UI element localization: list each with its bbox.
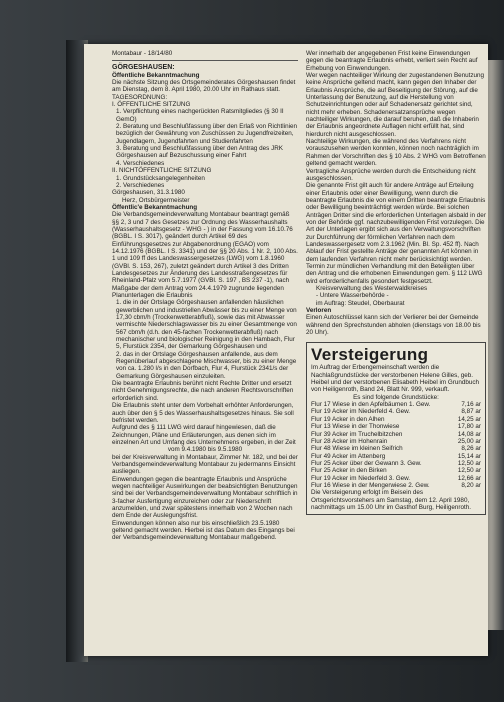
continued-paragraph: Wer innerhalb der angegebenen Frist keine Einwendungen gegen die beantragte Erlaubnis erhebt, verliert sein Recht auf Erhebung von Einwendungen. bbox=[306, 50, 478, 72]
agenda-item: 1. Verpflichtung eines nachgerückten Ratsmitgliedes (§ 30 II GemO) bbox=[116, 108, 284, 123]
header-rule bbox=[112, 60, 298, 61]
parcel-row bbox=[311, 467, 481, 474]
parcel-description: Flur 25 Acker in den Birken bbox=[311, 467, 387, 475]
parcel-area: 8,87 ar bbox=[461, 408, 481, 416]
notice-title: Öffentliche Bekanntmachung bbox=[112, 71, 200, 79]
second-notice-intro: Die Verbandsgemeindeverwaltung Montabaur beantragt gemäß §§ 2, 3 und 7 des Gesetzes zur Ordnung des Wasserhaushalts (Wasserhaushaltsgesetz - WHG - ) in der Fassung vom 16.10.76 (BGBL. I S. 3017), geändert durch Artikel 69 des Einführungsgesetzes zur Abgabenordnung (EGAO) vom 14.12.1976 (BGBL. I S. 3341) und der §§ 20 Abs. 1 Nr. 2, 100 Abs. 1 und 109 ff des Landeswassergesetzes (LWG) vom 1.8.1960 (GVBl. S. 153, 267), zuletzt geändert durch Artikel 3 des Dritten Landesgesetzes zur Änderung des Landesstraßengesetzes für Rheinland-Pfalz vom 5.7.1977 (GVBl. S. 197 , BS 237 -1), nach Maßgabe der dem Antrag vom 24.4.1979 zugrunde liegenden Planunterlagen die Erlaubnis bbox=[112, 211, 298, 299]
parcel-area: 12,50 ar bbox=[457, 459, 481, 467]
second-notice-paragraph: Die Erlaubnis steht unter dem Vorbehalt erhöhter Anforderungen, auch über den § 5 des Wasserhaushaltsgesetzes hinaus. Sie soll befristet werden. bbox=[112, 402, 294, 424]
parcel-description: Flur 13 Wiese in der Thonwiese bbox=[311, 423, 400, 431]
parcel-row bbox=[311, 475, 481, 482]
parcel-description: Flur 28 Acker im Hohenrain bbox=[311, 437, 388, 445]
right-column bbox=[306, 50, 486, 515]
parcel-list bbox=[311, 401, 481, 489]
parcel-area: 17,80 ar bbox=[457, 423, 481, 431]
page-header: Montabaur - 18/14/80 bbox=[112, 50, 173, 57]
auction-intro: Im Auftrag der Erbengemeinschaft werden die Nachlaßgrundstücke der verstorbenen Helene Gilles, geb. Heibel und der verstorbenen Elisabeth Heibel im Grundbuch von Heiligenroth, Band 24, Blatt Nr. 999, verkauft. bbox=[311, 364, 480, 394]
second-notice-paragraph: Die beantragte Erlaubnis berührt nicht Rechte Dritter und ersetzt nicht Genehmigungsrechte, die nach anderen Rechtsvorschriften erforderlich sind. bbox=[112, 380, 294, 402]
private-session-title: II. NICHTÖFFENTLICHE SITZUNG bbox=[112, 167, 212, 175]
notice-text: Die nächste Sitzung des Ortsgemeinderates Görgeshausen findet am Dienstag, dem 8. April 1980, 20.00 Uhr im Rathaus statt. bbox=[112, 79, 296, 94]
parcel-row bbox=[311, 416, 481, 423]
agenda-item: 4. Verschiedenes bbox=[116, 159, 165, 167]
auction-subtitle: Es sind folgende Grundstücke: bbox=[353, 393, 439, 401]
agenda-item: 2. Beratung und Beschlußfassung über den Erlaß von Richtlinien bezüglich der Gewährung von Zuschüssen zu Jugendfreizeiten, Jugendlagern, Jugendfahrten und Studienfahrten bbox=[116, 123, 297, 145]
parcel-area: 7,16 ar bbox=[461, 401, 481, 409]
parcel-row bbox=[311, 445, 481, 452]
parcel-description: Flur 19 Acker im Niederfeld 4. Gew. bbox=[311, 408, 411, 416]
municipality-heading: GÖRGESHAUSEN: bbox=[112, 64, 175, 72]
parcel-area: 12,50 ar bbox=[457, 467, 481, 475]
parcel-description: Flur 19 Acker in den Alhen bbox=[311, 415, 385, 423]
auction-box bbox=[306, 342, 486, 515]
left-column bbox=[112, 50, 298, 542]
agenda-item: 2. Verschiedenes bbox=[116, 181, 165, 189]
parcel-description: Flur 19 Acker im Niederfeld 3. Gew. bbox=[311, 474, 411, 482]
parcel-area: 8,26 ar bbox=[461, 445, 481, 453]
parcel-row bbox=[311, 408, 481, 415]
parcel-row bbox=[311, 482, 481, 489]
authority-line: - Untere Wasserbehörde - bbox=[316, 292, 389, 300]
parcel-row bbox=[311, 401, 481, 408]
parcel-area: 14,25 ar bbox=[457, 415, 481, 423]
lost-text: Einen Autoschlüssel kann sich der Verlierer bei der Gemeinde während den Sprechstunden abholen (dienstags von 18.00 bis 20 Uhr). bbox=[306, 314, 481, 337]
parcel-area: 14,08 ar bbox=[457, 430, 481, 438]
continued-paragraph: Vertragliche Ansprüche werden durch die Entscheidung nicht ausgeschlossen. bbox=[306, 167, 476, 182]
authority-line: Kreisverwaltung des Westerwaldkreises bbox=[316, 285, 428, 292]
second-notice-paragraph: Einwendungen können also nur bis einschließlich 23.5.1980 geltend gemacht werden. Hierbei ist das Datum des Eingangs bei der Verbandsgemeindeverwaltung Montabaur maßgebend. bbox=[112, 519, 295, 542]
signature-name: Herz, Ortsbürgermeister bbox=[122, 196, 190, 204]
parcel-area: 12,66 ar bbox=[457, 474, 481, 482]
parcel-description: Flur 49 Acker im Attenberg bbox=[311, 452, 386, 460]
display-period: vom 9.4.1980 bis 9.5.1980 bbox=[167, 446, 243, 454]
continued-paragraph: Wer wegen nachteiliger Wirkung der zugestandenen Benutzung keine Ansprüche geltend macht, kann gegen den Inhaber der Erlaubnis Ansprüche, die auf Beseitigung der Störung, auf die Unterlassung der Benutzung, auf die Herstellung von Schutzeinrichtungen oder auf Schadenersatz gerichtet sind, nicht mehr erheben. Schadenersatzansprüche wegen nachteiliger Wirkungen, die darauf beruhen, daß die Inhaberin der Erlaubnis angeordnete Auflagen nicht erfüllt hat, sind hierdurch nicht ausgeschlossen. bbox=[306, 72, 485, 138]
parcel-description: Flur 39 Acker im Truchelbitzchen bbox=[311, 430, 403, 438]
parcel-description: Flur 17 Wiese in den Apfelbäumen 1. Gew. bbox=[311, 401, 431, 409]
parcel-area: 15,14 ar bbox=[457, 452, 481, 460]
parcel-description: Flur 16 Wiese in der Mengerwiese 2. Gew. bbox=[311, 481, 430, 489]
agenda-title: TAGESORDNUNG: bbox=[112, 93, 168, 101]
second-notice-paragraph: Einwendungen gegen die beantragte Erlaubnis und Ansprüche wegen nachteiliger Auswirkungen der beabsichtigten Benutzungen sind bei der Verbandsgemeindeverwaltung Montabaur schriftlich in 3-facher Ausfertigung einzureichen oder zur Niederschrift anzumelden, und zwar spätestens innerhalb von 2 Wochen nach dem Ende der Auslegungsfrist. bbox=[112, 475, 298, 520]
authority-line: im Auftrag: Steudel, Oberbaurat bbox=[316, 299, 405, 307]
parcel-area: 25,00 ar bbox=[457, 437, 481, 445]
second-notice-paragraph: bei der Kreisverwaltung in Montabaur, Zimmer Nr. 182, und bei der Verbandsgemeindeverwaltung Montabaur zu jedermanns Einsicht ausliegen. bbox=[112, 453, 298, 476]
parcel-row bbox=[311, 423, 481, 430]
continued-paragraph: Nachteilige Wirkungen, die während des Verfahrens nicht vorauszusehen werden konnten, können noch nachträglich im Rahmen der Vorschriften des § 10 Abs. 2 WHG vom Betroffenen geltend gemacht werden. bbox=[306, 138, 486, 168]
agenda-item: 3. Beratung und Beschlußfassung über den Antrag des JRK Görgeshausen auf Bezuschussung einer Fahrt bbox=[116, 145, 283, 160]
agenda-item: 1. Grundstücksangelegenheiten bbox=[116, 174, 205, 182]
parcel-row bbox=[311, 460, 481, 467]
second-notice-item: 1. die in der Ortslage Görgeshausen anfallenden häuslichen gewerblichen und industriellen Abwässer bis zu einer Menge von 17,30 cbm/h (Trockenwetterabfluß), sowie das mit Abwasser vermischte Niederschlagswasser bis zu einer Gesamtmenge von 567 cbm/h (d.h. den 45-fachen Trockenwetterabfluß) nach mechanischer und biologischer Reinigung in den Hambach, Flur 5, Flurstück 2354, der Gemarkung Görgeshausen und bbox=[116, 299, 297, 351]
continued-paragraph: Termin zur mündlichen Verhandlung mit den Beteiligten über den Antrag und die erhobenen Einwendungen gem. § 112 LWG wird erforderlichenfalls gesondert festgesetzt. bbox=[306, 262, 483, 285]
second-notice-paragraph: Aufgrund des § 111 LWG wird darauf hingewiesen, daß die Zeichnungen, Pläne und Erläuterungen, aus denen sich im einzelnen Art und Umfang des Unternehmens ergeben, in der Zeit bbox=[112, 424, 296, 446]
auction-title: Versteigerung bbox=[311, 345, 429, 365]
parcel-area: 8,20 ar bbox=[461, 481, 481, 489]
public-session-title: I. ÖFFENTLICHE SITZUNG bbox=[112, 101, 191, 109]
parcel-row bbox=[311, 453, 481, 460]
continued-paragraph: Die genannte Frist gilt auch für andere Anträge auf Erteilung einer Erlaubnis oder einer Bewilligung, wenn durch die beantragte Erlaubnis die von einem Dritten beantragte Erlaubnis oder Bewilligung beeinträchtigt werden würde. Bei solchen Anträgen Dritter sind die erforderlichen Unterlagen alsbald in der von der Behörde ggf. nachzubewilligenden Frist vorzulegen. Die Art der Unterlagen ergibt sich aus den Verwaltungsvorschriften zur Durchführung der förmlichen Verfahren nach dem Landeswassergesetz vom 2.3.1962 (Min. Bl. Sp. 452 ff). Nach Ablauf der Frist gestellte Anträge der genannten Art können in dem laufenden Verfahren nicht mehr berücksichtigt werden. bbox=[306, 182, 486, 263]
parcel-row bbox=[311, 431, 481, 438]
auction-closing: Die Versteigerung erfolgt im Beisein des Ortsgerichtsvorstehers am Samstag, dem 12. April 1980, nachmittags um 15.00 Uhr im Gasthof Burg, Heiligenroth. bbox=[311, 489, 471, 511]
lost-title: Verloren bbox=[306, 307, 332, 315]
second-notice-title: Öffentlic'e Bekanntmachung bbox=[112, 203, 198, 211]
parcel-description: Flur 48 Wiese im kleinen Seifrich bbox=[311, 445, 403, 453]
page-edge bbox=[488, 60, 504, 630]
signature-date: Görgeshausen, 31.3.1980 bbox=[112, 189, 185, 197]
second-notice-item: 2. das in der Ortslage Görgeshausen anfallende, aus dem Regenüberlauf abgeschlagene Mischwasser, bis zu einer Menge von ca. 1.280 l/s in den Dorfbach, Flur 4, Flurstück 2341/s der Gemarkung Görgeshausen einzuleiten. bbox=[116, 350, 297, 380]
parcel-description: Flur 25 Acker über der Gewann 3. Gew. bbox=[311, 459, 422, 467]
newspaper-page bbox=[84, 44, 488, 656]
parcel-row bbox=[311, 438, 481, 445]
